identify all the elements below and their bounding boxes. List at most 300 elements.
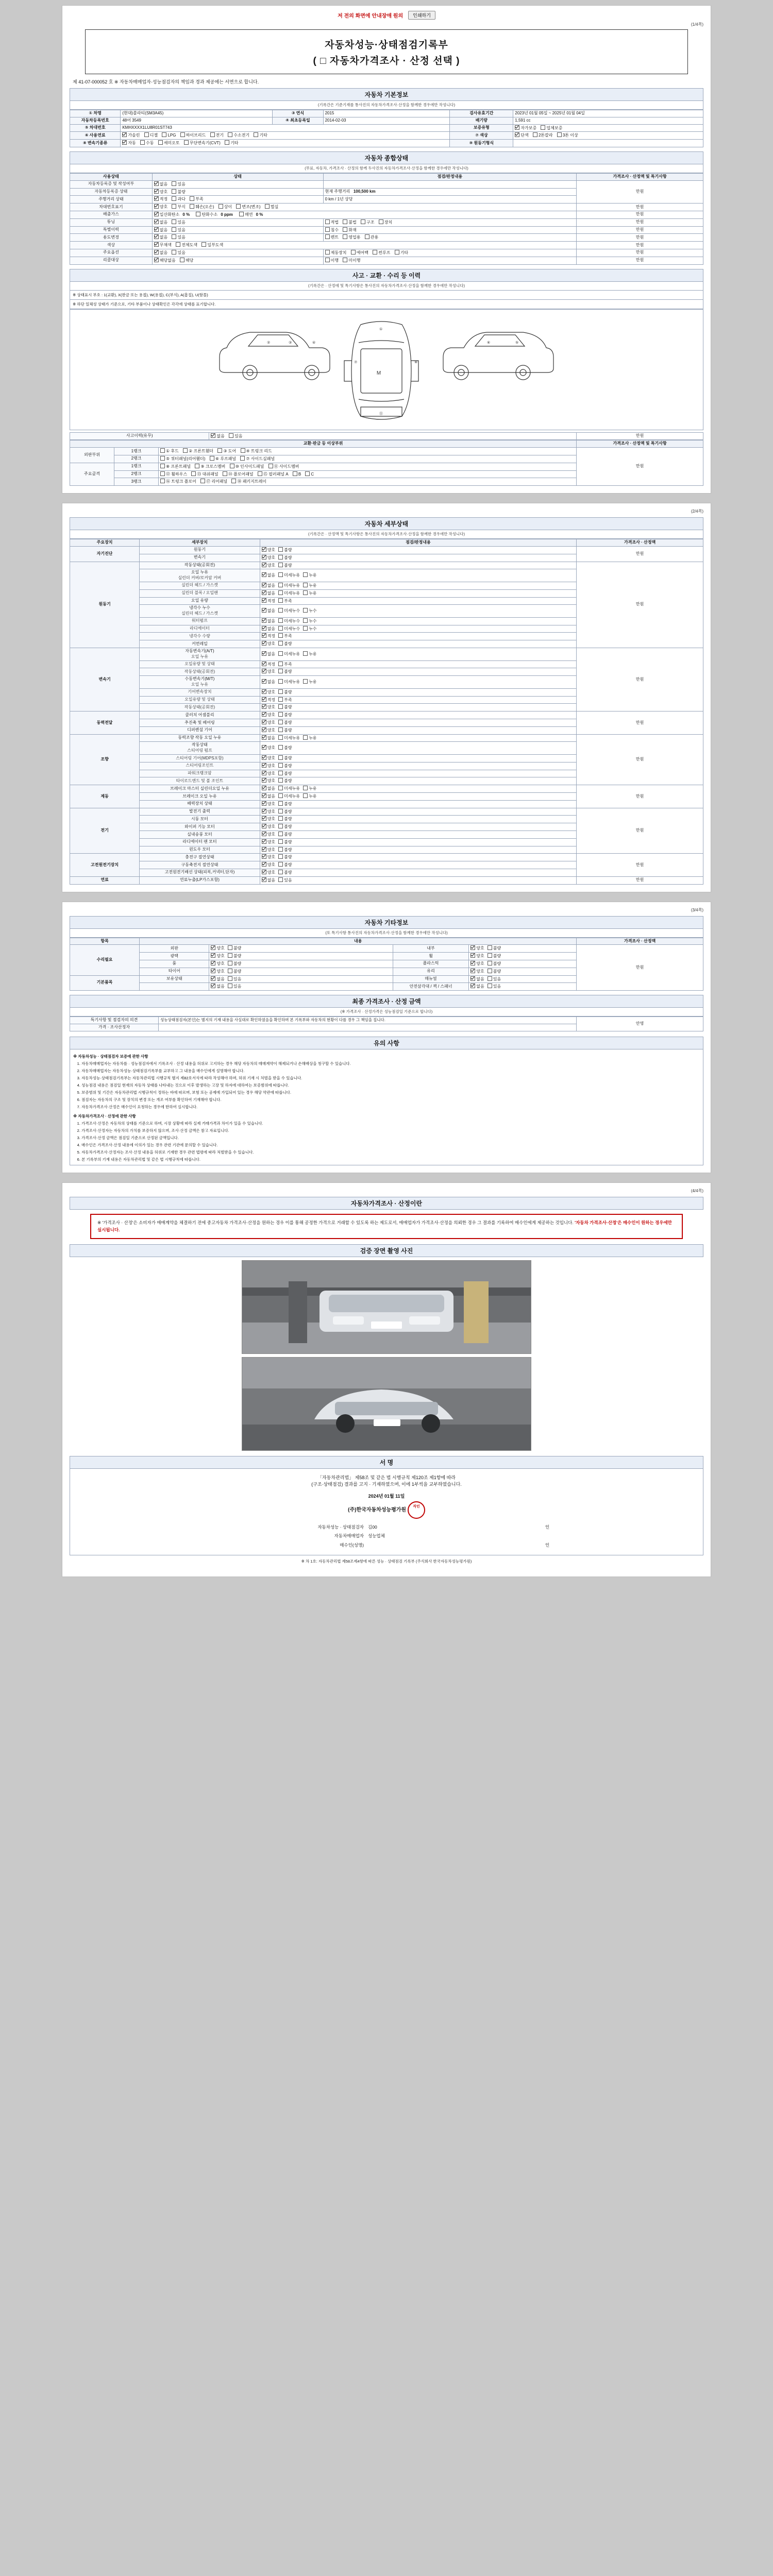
detail-subpart-1-9: 커먼레일 <box>140 640 260 648</box>
sign-row-2-stamp: 인 <box>545 1542 550 1548</box>
photo-rear-svg <box>242 1358 531 1450</box>
table-row <box>70 945 703 953</box>
etc-opts-a-5: 없음 있음 <box>209 983 393 991</box>
detail-state-5-2: 양호 불량 <box>260 800 577 808</box>
etc-table <box>70 938 703 991</box>
th-detail-0: 주요장치 <box>70 539 140 547</box>
sign-row-1-key: 자동차매매업자 <box>334 1533 364 1539</box>
etc-item-a-1: 광택 <box>140 953 209 960</box>
label-trans: ⑧ 변속기종류 <box>70 140 121 147</box>
table-row <box>139 1532 634 1540</box>
section-sign-title: 서 명 <box>70 1456 703 1469</box>
etc-item-b-5: 안전삼각대 / 잭 / 스패너 <box>393 983 468 991</box>
inner-rank-b-label: 2랭크 <box>114 470 159 478</box>
photo-front <box>242 1260 531 1354</box>
accident-note-2: ※ 하단 일체성 상태가 기준으로, 기타 부품이나 상태확인은 각각에 상태를 표기합니다. <box>70 300 703 309</box>
th-etc-2: 가격조사 · 산정액 <box>577 938 703 945</box>
exchange-parts-table <box>70 440 703 486</box>
detail-subpart-5-0: 브레이크 마스터 실린더오일 누유 <box>140 785 260 793</box>
caution-item: 1. 가격조사·산정은 자동차의 상태를 기준으로 하며, 시장 상황에 따라 실제 거래가격과 차이가 있을 수 있습니다. <box>81 1121 700 1127</box>
etc-opts-b-4: 없음 있음 <box>469 975 577 983</box>
guide-bold: '자동차 가격조사·산정'은 매수인이 원하는 경우에만 실시됩니다. <box>97 1219 672 1233</box>
page-number-3: (3/4쪽) <box>691 907 703 912</box>
etc-opts-a-3: 양호 불량 <box>209 968 393 975</box>
value-trans: 자동 수동 세미오토 무단변속기(CVT) 기타 <box>121 140 450 147</box>
etc-opts-b-0: 양호 불량 <box>469 945 577 953</box>
price-assessor-label: 가격 · 조사산정자 <box>70 1024 159 1031</box>
svg-text:⑥: ⑥ <box>487 341 491 345</box>
detail-state-2-1: 적정 부족 <box>260 660 577 668</box>
guide-text: ※ '가격조사 · 산정'은 소비자가 매매계약을 체결하기 전에 중고자동차 가격조사·산정을 원하는 경우 이를 통해 공정한 가격으로 거래할 수 있도록 하는 제도로서, 매매업자가 가격조사·산정을 의뢰한 경우 그 결과를 기록하여 매수인에게 제공하는 것입니다. <box>97 1219 574 1225</box>
svg-text:⑤: ⑤ <box>515 341 519 345</box>
label-mileage: 배기량 <box>450 117 513 124</box>
section-overall-subtitle: (무료, 자동차, 가격조사 · 산정의 함께 두사진의 자동차가격조사·산정을 함께한 경우에만 작성니다) <box>70 164 703 173</box>
svg-text:③: ③ <box>289 341 292 345</box>
table-row <box>70 876 703 884</box>
company-stamp: 직인 <box>408 1501 425 1519</box>
value-color: 단색 2톤칼라 3톤 이상 <box>513 132 703 140</box>
overall-state-2: 적정 과다 부족 <box>152 196 323 204</box>
etc-opts-a-0: 양호 불량 <box>209 945 393 953</box>
sign-body <box>70 1469 703 1555</box>
etc-opts-b-3: 양호 불량 <box>469 968 577 975</box>
caution-item: 7. 자동차가격조사·산정은 매수인이 요청하는 경우에 한하여 실시합니다. <box>81 1104 700 1110</box>
table-row <box>70 257 703 264</box>
table-row <box>70 546 703 554</box>
overall-price-4: 만원 <box>577 211 703 218</box>
svg-text:M: M <box>376 370 381 376</box>
exchange-price-cell: 만원 <box>577 448 703 486</box>
detail-subpart-3-1: 추진축 및 베어링 <box>140 719 260 727</box>
sign-row-0-stamp: 인 <box>545 1524 550 1530</box>
detail-subpart-6-4: 라디에이터 팬 모터 <box>140 838 260 846</box>
detail-state-8-0: 없음 있음 <box>260 876 577 884</box>
label-reg-no: 자동차등록번호 <box>70 117 121 124</box>
detail-state-1-3: 없음 미세누유 누유 <box>260 589 577 597</box>
value-engine-type <box>513 140 703 147</box>
page-number-1: (1/4쪽) <box>691 22 703 27</box>
page-subtitle: ( □ 자동차가격조사 · 산정 선택 ) <box>313 55 460 66</box>
price-assessor-value <box>159 1024 577 1031</box>
section-detail-subtitle: (기록간은 · 산정액 및 특기사항은 통사진의 자동차가격조사·산정을 함께한 경우에만 작성니다) <box>70 530 703 539</box>
detail-subpart-6-2: 와이퍼 기능 모터 <box>140 823 260 831</box>
detail-state-6-4: 양호 불량 <box>260 838 577 846</box>
value-warranty: 자가보증 업체보증 <box>513 124 703 132</box>
section-detail-title: 자동차 세부상태 <box>70 517 703 530</box>
rank2-label: 2랭크 <box>114 455 159 463</box>
overall-key-5: 튜닝 <box>70 218 153 226</box>
value-car-name: (현대)쏠라티(SM3A45) <box>121 110 273 117</box>
detail-subpart-1-2: 실린더 헤드 / 가스켓 <box>140 582 260 589</box>
overall-price-0: 만원 <box>577 180 703 203</box>
detail-price-8: 만원 <box>577 876 703 884</box>
detail-group-4: 조향 <box>70 734 140 785</box>
rank1-parts: ① 후드 ② 프론트휀더 ③ 도어 ④ 트렁크 리드 <box>159 448 577 455</box>
table-row <box>70 854 703 861</box>
th-detail-3: 가격조사 · 산정액 <box>577 539 703 547</box>
overall-key-10: 리콜대상 <box>70 257 153 264</box>
svg-text:⑧: ⑧ <box>414 360 418 364</box>
detail-state-4-2: 양호 불량 <box>260 755 577 762</box>
detail-price-7: 만원 <box>577 854 703 876</box>
page-title: 자동차성능·상태점검기록부 <box>325 40 448 50</box>
car-diagram <box>70 309 703 430</box>
overall-state-3: 양호 부식 훼손(오손) 상이 변조(변조) 멸실 <box>152 204 576 211</box>
cautions-list-1 <box>81 1061 700 1110</box>
print-button[interactable]: 인쇄하기 <box>408 11 435 20</box>
detail-state-1-5: 없음 미세누수 누수 <box>260 605 577 618</box>
th-etc-1: 내용 <box>140 938 577 945</box>
detail-price-4: 만원 <box>577 734 703 785</box>
value-fuel: 가솔린 디젤 LPG 하이브리드 전기 수소전기 기타 <box>121 132 450 140</box>
accident-history-price: 만원 <box>577 432 703 440</box>
photo-front-svg <box>242 1261 531 1353</box>
th-overall-1: 상태 <box>152 173 323 180</box>
label-warranty: 보증유형 <box>450 124 513 132</box>
svg-text:⑪: ⑪ <box>379 412 383 416</box>
overall-note-5: 적법 불법 구조 장치 <box>323 218 577 226</box>
detail-state-4-3: 양호 불량 <box>260 762 577 770</box>
detail-subpart-1-7: 라디에이터 <box>140 625 260 633</box>
detail-subpart-2-5: 오일유량 및 상태 <box>140 696 260 704</box>
detail-subpart-6-3: 실내송풍 모터 <box>140 831 260 839</box>
sign-row-2-value <box>366 1541 543 1550</box>
etc-item-b-0: 내부 <box>393 945 468 953</box>
inner-rank-a-parts: ⑧ 프론트패널 ⑨ 크로스멤버 ⑩ 인사이드패널 ⑪ 사이드멤버 <box>159 463 577 470</box>
detail-state-1-6: 없음 미세누수 누수 <box>260 617 577 625</box>
title-box <box>85 29 688 74</box>
overall-price-6: 만원 <box>577 226 703 234</box>
etc-opts-a-1: 양호 불량 <box>209 953 393 960</box>
label-fuel: ⑥ 사용연료 <box>70 132 121 140</box>
detail-subpart-3-2: 디퍼렌셜 기어 <box>140 726 260 734</box>
inner-rank-a-label: 1랭크 <box>114 463 159 470</box>
table-row <box>70 1017 703 1024</box>
section-accident-subtitle: (기록간은 · 산정에 및 특기사항은 통사진의 자동차가격조사·산정을 함께한 경우에만 작성니다) <box>70 282 703 291</box>
detail-subpart-1-1: 오일 누유 실린더 커버/로커암 커버 <box>140 569 260 582</box>
table-row <box>70 734 703 742</box>
detail-group-7: 고전원전기장치 <box>70 854 140 876</box>
section-etc-subtitle: (또 특기사항 통사진의 자동차가격조사·산정을 함께한 경우에만 작성니다) <box>70 929 703 938</box>
section-basic-title: 자동차 기본정보 <box>70 88 703 101</box>
top-bar <box>70 11 703 20</box>
photo-rear <box>242 1357 531 1451</box>
label-year: ③ 연식 <box>273 110 323 117</box>
detail-subpart-4-5: 타이로드엔드 및 볼 조인트 <box>140 777 260 785</box>
overall-key-2: 주행거리 상태 <box>70 196 153 204</box>
etc-item-b-4: 매뉴얼 <box>393 975 468 983</box>
detail-state-1-8: 적정 부족 <box>260 633 577 640</box>
etc-opts-b-2: 양호 불량 <box>469 960 577 968</box>
th-overall-0: 사용상태 <box>70 173 153 180</box>
accident-history-label: 사고이력(유무) <box>70 432 209 440</box>
inner-rank-c-label: 3랭크 <box>114 478 159 486</box>
overall-price-9: 만원 <box>577 249 703 257</box>
exchange-parts-title: 교환·판금 등 이상부위 <box>70 440 577 448</box>
th-detail-1: 세부장치 <box>140 539 260 547</box>
document-footer: ※ 차 1호: 자동차관리법 제58조제4항에 따른 성능 · 상태점검 기록부 (주식회사 한국자동차성능평가원) <box>301 1559 472 1564</box>
value-mileage: 1,591 cc <box>513 117 703 124</box>
detail-state-1-4: 적정 부족 <box>260 597 577 605</box>
etc-item-b-3: 유리 <box>393 968 468 975</box>
overall-price-10: 만원 <box>577 257 703 264</box>
overall-note-9: 제동장치 에어백 썬루프 기타 <box>323 249 577 257</box>
detail-subpart-4-1: 작동상태 스티어링 펌프 <box>140 742 260 755</box>
detail-group-1: 원동기 <box>70 562 140 648</box>
detail-subpart-1-8: 냉각수 수량 <box>140 633 260 640</box>
th-overall-2: 점검/판정내용 <box>323 173 577 180</box>
section-etc-title: 자동차 기타정보 <box>70 916 703 929</box>
overall-key-3: 차대번호표기 <box>70 204 153 211</box>
detail-subpart-4-3: 스티어링조인트 <box>140 762 260 770</box>
overall-key-8: 색상 <box>70 242 153 249</box>
etc-item-b-2: 플라스틱 <box>393 960 468 968</box>
form-number-line: 제 41-07-000052 호 ※ 자동차매매업자·성능점검자의 책임과 경과 제공에는 서면으로 합니다. <box>73 79 259 84</box>
sign-row-2-key: 매수인(성명) <box>340 1542 364 1548</box>
overall-note-7: 렌트 영업용 관용 <box>323 234 577 242</box>
cautions-title: 유의 사항 <box>70 1037 703 1049</box>
table-row <box>70 226 703 234</box>
detail-body <box>70 546 703 884</box>
etc-group-4: 기본품목 <box>70 975 140 991</box>
overall-state-6: 없음 있음 <box>152 226 323 234</box>
cautions-body <box>70 1049 703 1165</box>
detail-state-2-5: 적정 부족 <box>260 696 577 704</box>
sign-row-0-key: 자동차성능 · 상태점검자 <box>317 1524 364 1530</box>
overall-key-7: 용도변경 <box>70 234 153 242</box>
caution-item: 2. 가격조사·산정자는 자동차의 가치를 보증하지 않으며, 조사·산정 금액은 참고 자료입니다. <box>81 1128 700 1134</box>
overall-key-4: 배출가스 <box>70 211 153 218</box>
detail-state-2-3: 없음 미세누유 누유 <box>260 676 577 689</box>
rank1-label: 1랭크 <box>114 448 159 455</box>
caution-item: 5. 보증범위 및 기간은 자동차관리법 시행규칙이 정하는 바에 따르며, 보험 또는 공제에 가입되어 있는 경우 해당 약관에 따릅니다. <box>81 1090 700 1096</box>
detail-state-1-2: 없음 미세누유 누유 <box>260 582 577 589</box>
etc-body <box>70 945 703 991</box>
cautions-h1: ※ 자동차성능 · 상태점검자 보증에 관한 사항 <box>73 1054 148 1059</box>
sign-row-1-value: 성능업체 <box>368 1533 385 1539</box>
detail-subpart-1-6: 워터펌프 <box>140 617 260 625</box>
section-price-subtitle: (※ 가격조사 · 산정가격은 성능점검일 기준으로 합니다) <box>70 1008 703 1016</box>
detail-state-2-2: 양호 불량 <box>260 668 577 676</box>
detail-state-5-0: 없음 미세누유 누유 <box>260 785 577 793</box>
cautions-h2: ※ 자동차가격조사 · 산정에 관한 사항 <box>73 1113 136 1118</box>
detail-price-5: 만원 <box>577 785 703 808</box>
detail-state-6-3: 양호 불량 <box>260 831 577 839</box>
detail-state-1-1: 없음 미세누유 누유 <box>260 569 577 582</box>
accident-history-table <box>70 432 703 440</box>
label-car-name: ① 차명 <box>70 110 121 117</box>
overall-state-0: 없음 있음 <box>152 180 323 188</box>
detail-state-5-1: 없음 미세누유 누유 <box>260 793 577 801</box>
detail-state-3-1: 양호 불량 <box>260 719 577 727</box>
price-sign: 안영 <box>577 1017 703 1031</box>
detail-state-4-1: 양호 불량 <box>260 742 577 755</box>
label-engine-type: ⑨ 원동기형식 <box>450 140 513 147</box>
etc-opts-b-5: 없음 있음 <box>469 983 577 991</box>
detail-subpart-4-2: 스티어링 기어(MDPS포함) <box>140 755 260 762</box>
inner-frame-label: 주요골격 <box>70 463 114 485</box>
etc-item-a-2: 룸 <box>140 960 209 968</box>
caution-item: 6. 본 기록부의 기재 내용은 자동차관리법 및 같은 법 시행규칙에 따릅니다. <box>81 1157 700 1163</box>
detail-subpart-7-0: 충전구 절연상태 <box>140 854 260 861</box>
detail-subpart-2-3: 수동변속기(M/T) 오일 누유 <box>140 676 260 689</box>
inner-rank-c-parts: ⑯ 트렁크 플로어 ⑰ 리어패널 ⑱ 패키지트레이 <box>159 478 577 486</box>
overall-state-10: 해당없음 해당 <box>152 257 323 264</box>
inner-rank-b-parts: ⑫ 휠하우스 ⑬ 대쉬패널 ⑭ 플로어패널 ⑮ 필러패널 A B C <box>159 470 577 478</box>
table-row <box>70 234 703 242</box>
detail-subpart-8-0: 연료누출(LP가스포함) <box>140 876 260 884</box>
label-valid: 검사유효기간 <box>450 110 513 117</box>
detail-subpart-6-0: 발전기 출력 <box>140 808 260 816</box>
th-overall-3: 가격조사 · 산정액 및 특기사항 <box>577 173 703 180</box>
overall-key-6: 특별이력 <box>70 226 153 234</box>
accident-note-1: ※ 상태표시 부호 : 1(교환), X(판금 또는 용접), W(용접), C(부식), A(흠집), U(함몰) <box>70 291 703 300</box>
detail-state-4-4: 양호 불량 <box>260 770 577 777</box>
detail-state-4-0: 없음 미세누유 누유 <box>260 734 577 742</box>
detail-subpart-2-6: 작동상태(공회전) <box>140 704 260 711</box>
overall-price-3: 만원 <box>577 204 703 211</box>
table-row <box>70 711 703 719</box>
detail-state-6-1: 양호 불량 <box>260 816 577 823</box>
detail-state-2-0: 없음 미세누유 누유 <box>260 648 577 661</box>
detail-subpart-2-4: 기어변속장치 <box>140 688 260 696</box>
price-note-label: 특기사항 및 점검자의 의견 <box>70 1017 159 1024</box>
detail-subpart-0-0: 원동기 <box>140 546 260 554</box>
overall-state-1: 양호 불량 <box>152 188 323 196</box>
rank2-parts: ⑤ 쿼터패널(리어휀더) ⑥ 루프패널 ⑦ 사이드실패널 <box>159 455 577 463</box>
table-row <box>139 1523 634 1532</box>
overall-note-10: 이행 미이행 <box>323 257 577 264</box>
detail-group-6: 전기 <box>70 808 140 854</box>
detail-state-table <box>70 539 703 884</box>
detail-group-0: 자기진단 <box>70 546 140 562</box>
value-reg-no: 48어 3549 <box>121 117 273 124</box>
detail-group-5: 제동 <box>70 785 140 808</box>
value-year: 2015 <box>323 110 450 117</box>
overall-price-7: 만원 <box>577 234 703 242</box>
sign-table <box>139 1523 634 1550</box>
th-detail-2: 점검/판정내용 <box>260 539 577 547</box>
etc-item-a-3: 타이어 <box>140 968 209 975</box>
etc-item-a-0: 외판 <box>140 945 209 953</box>
table-row <box>70 432 703 440</box>
caution-item: 5. 자동차가격조사·산정자는 조사·산정 내용을 허위로 기재한 경우 관련 법령에 따라 처벌받을 수 있습니다. <box>81 1149 700 1156</box>
detail-state-6-2: 양호 불량 <box>260 823 577 831</box>
overall-price-5: 만원 <box>577 218 703 226</box>
overall-note-6: 침수 화재 <box>323 226 577 234</box>
section-photo-title: 검증 장면 촬영 사진 <box>70 1244 703 1257</box>
detail-subpart-1-3: 실린더 블록 / 오일팬 <box>140 589 260 597</box>
etc-item-b-1: 휠 <box>393 953 468 960</box>
detail-state-3-0: 양호 불량 <box>260 711 577 719</box>
detail-price-0: 만원 <box>577 546 703 562</box>
document-page <box>0 5 773 1577</box>
detail-price-6: 만원 <box>577 808 703 854</box>
detail-state-2-4: 양호 불량 <box>260 688 577 696</box>
section-price-title: 최종 가격조사 · 산정 금액 <box>70 995 703 1008</box>
sign-row-1-stamp <box>543 1532 634 1540</box>
detail-state-0-0: 양호 불량 <box>260 546 577 554</box>
overall-price-8: 만원 <box>577 242 703 249</box>
value-valid: 2023년 01월 05일 ~ 2025년 01월 04일 <box>513 110 703 117</box>
outer-panel-label: 외판부위 <box>70 448 114 463</box>
detail-group-3: 동력전달 <box>70 711 140 734</box>
section-guide-title: 자동차가격조사 · 산정이란 <box>70 1197 703 1210</box>
overall-state-4: 일산화탄소 0 % 탄화수소 0 ppm 매연 0 % <box>152 211 576 218</box>
sign-date: 2024년 01월 11일 <box>368 1493 405 1499</box>
detail-subpart-4-4: 파워크랭크암 <box>140 770 260 777</box>
svg-text:⑦: ⑦ <box>354 360 358 364</box>
cautions-list-2 <box>81 1121 700 1163</box>
etc-group-0: 수리필요 <box>70 945 140 975</box>
detail-state-1-0: 양호 불량 <box>260 562 577 569</box>
detail-price-3: 만원 <box>577 711 703 734</box>
detail-subpart-2-1: 오일유량 및 상태 <box>140 660 260 668</box>
detail-subpart-1-5: 냉각수 누수 실린더 헤드 / 가스켓 <box>140 605 260 618</box>
overall-key-0: 자동차등록증 및 작성여부 <box>70 180 153 188</box>
detail-subpart-1-0: 작동상태(공회전) <box>140 562 260 569</box>
section-accident-title: 사고 · 교환 · 수리 등 이력 <box>70 269 703 282</box>
detail-state-4-5: 양호 불량 <box>260 777 577 785</box>
caution-item: 3. 가격조사·산정 금액은 점검일 기준으로 산정된 금액입니다. <box>81 1135 700 1141</box>
sheet-3 <box>62 902 711 1173</box>
section-basic-subtitle: (기록간은 기준기재를 통사진의 자동차가격조사·산정을 함께한 경우에만 작성니다) <box>70 101 703 110</box>
overall-state-9: 없음 있음 <box>152 249 323 257</box>
table-row <box>70 808 703 816</box>
detail-state-7-0: 양호 불량 <box>260 854 577 861</box>
detail-state-1-9: 양호 불량 <box>260 640 577 648</box>
overall-state-7: 없음 있음 <box>152 234 323 242</box>
svg-text:④: ④ <box>312 341 316 345</box>
overall-note-1: 현재 주행거리 100,500 km <box>323 188 577 196</box>
caution-item: 4. 매수인은 가격조사·산정 내용에 이의가 있는 경우 관련 기관에 문의할 수 있습니다. <box>81 1142 700 1148</box>
detail-state-6-5: 양호 불량 <box>260 846 577 854</box>
table-row <box>70 218 703 226</box>
car-diagram-svg <box>206 312 567 428</box>
table-row <box>70 242 703 249</box>
overall-key-9: 주요옵션 <box>70 249 153 257</box>
overall-state-8: 무채색 전체도색 일부도색 <box>152 242 576 249</box>
detail-group-8: 연료 <box>70 876 140 884</box>
detail-state-2-6: 양호 불량 <box>260 704 577 711</box>
detail-state-3-2: 양호 불량 <box>260 726 577 734</box>
exchange-parts-price-head: 가격조사 · 산정액 및 특기사항 <box>577 440 703 448</box>
caution-item: 6. 점검자는 자동차의 구조 및 장치의 변경 또는 개조 여부를 확인하여 기재해야 합니다. <box>81 1097 700 1103</box>
sign-line-2: (구조·상태점검) 결과를 고지 · 기재하였으며, 이에 1부씩을 교부하였습니다. <box>311 1481 462 1487</box>
etc-opts-a-4: 없음 있음 <box>209 975 393 983</box>
value-first-reg: 2014-02-03 <box>323 117 450 124</box>
sign-line-1: 「자동차관리법」 제58조 및 같은 법 시행규칙 제120조 제1항에 따라 <box>317 1475 456 1480</box>
accident-history-value: 없음 있음 <box>209 432 577 440</box>
detail-subpart-3-0: 클러치 어셈블리 <box>140 711 260 719</box>
table-row <box>70 562 703 569</box>
detail-state-0-1: 양호 불량 <box>260 554 577 562</box>
detail-price-1: 만원 <box>577 562 703 648</box>
etc-opts-a-2: 양호 불량 <box>209 960 393 968</box>
sheet-4 <box>62 1182 711 1577</box>
table-row <box>139 1541 634 1550</box>
table-row <box>70 648 703 661</box>
detail-subpart-2-2: 작동상태(공회전) <box>140 668 260 676</box>
page-number-2: (2/4쪽) <box>691 509 703 514</box>
detail-subpart-7-1: 구동축전지 절연상태 <box>140 861 260 869</box>
table-row <box>70 204 703 211</box>
detail-subpart-0-1: 변속기 <box>140 554 260 562</box>
overall-note-0 <box>323 180 577 188</box>
overall-state-table <box>70 173 703 265</box>
section-overall-title: 자동차 종합상태 <box>70 151 703 164</box>
overall-state-5: 없음 있음 <box>152 218 323 226</box>
